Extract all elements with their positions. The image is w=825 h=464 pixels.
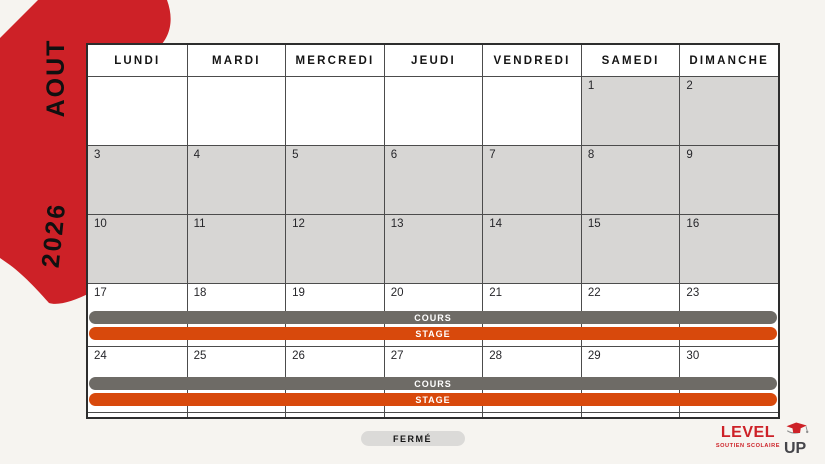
day-cell-5: 5 — [285, 146, 384, 214]
weekday-header-mardi: MARDI — [187, 45, 286, 76]
weekday-header-row — [88, 45, 778, 76]
day-cell-9: 9 — [679, 146, 778, 214]
logo-up-block — [783, 421, 811, 459]
day-cell-2: 2 — [679, 77, 778, 145]
day-cell-empty — [482, 413, 581, 417]
day-cell-15: 15 — [581, 215, 680, 283]
day-cell-10: 10 — [88, 215, 187, 283]
logo-up-text: UP — [784, 440, 807, 457]
weekday-header-vendredi: VENDREDI — [482, 45, 581, 76]
closed-status-pill — [361, 431, 465, 446]
day-cell-empty — [679, 413, 778, 417]
logo-tagline: SOUTIEN SCOLAIRE — [715, 442, 780, 449]
year-title: 2026 — [36, 200, 71, 270]
day-cell-empty — [187, 413, 286, 417]
day-cell-empty — [482, 77, 581, 145]
weekday-header-mercredi: MERCREDI — [285, 45, 384, 76]
day-cell-empty — [88, 77, 187, 145]
weekday-header-samedi: SAMEDI — [581, 45, 680, 76]
event-bars — [89, 311, 777, 340]
event-bar-cours: COURS — [89, 377, 777, 390]
day-cell-7: 7 — [482, 146, 581, 214]
day-cell-18: 18 — [187, 284, 286, 346]
event-bars — [89, 377, 777, 406]
day-cell-29: 29 — [581, 347, 680, 412]
day-cell-24: 24 — [88, 347, 187, 412]
week-row-4 — [88, 283, 778, 346]
day-cell-23: 23 — [679, 284, 778, 346]
day-cell-16: 16 — [679, 215, 778, 283]
day-cell-22: 22 — [581, 284, 680, 346]
day-cell-13: 13 — [384, 215, 483, 283]
calendar-grid — [86, 43, 780, 419]
levelup-logo — [716, 421, 811, 459]
day-cell-11: 11 — [187, 215, 286, 283]
day-cell-27: 27 — [384, 347, 483, 412]
day-cell-19: 19 — [285, 284, 384, 346]
week-row-3 — [88, 214, 778, 283]
day-cell-6: 6 — [384, 146, 483, 214]
day-cell-empty — [285, 77, 384, 145]
day-cell-8: 8 — [581, 146, 680, 214]
day-cell-25: 25 — [187, 347, 286, 412]
day-cell-4: 4 — [187, 146, 286, 214]
closed-status-label: FERMÉ — [393, 433, 432, 444]
graduation-cap-icon — [782, 421, 812, 436]
event-bar-cours: COURS — [89, 311, 777, 324]
day-cell-3: 3 — [88, 146, 187, 214]
event-bar-stage: STAGE — [89, 393, 777, 406]
week-row-2 — [88, 145, 778, 214]
calendar-weeks — [88, 76, 778, 417]
day-cell-14: 14 — [482, 215, 581, 283]
day-cell-17: 17 — [88, 284, 187, 346]
week-row-1 — [88, 76, 778, 145]
day-cell-empty — [285, 413, 384, 417]
day-cell-empty — [88, 413, 187, 417]
day-cell-26: 26 — [285, 347, 384, 412]
weekday-header-dimanche: DIMANCHE — [679, 45, 778, 76]
month-title: AOUT — [41, 38, 70, 118]
day-cell-empty — [384, 77, 483, 145]
day-cell-21: 21 — [482, 284, 581, 346]
day-cell-20: 20 — [384, 284, 483, 346]
day-cell-empty — [384, 413, 483, 417]
weekday-header-jeudi: JEUDI — [384, 45, 483, 76]
logo-wordmark — [716, 425, 780, 459]
day-cell-empty — [187, 77, 286, 145]
week-row-6 — [88, 412, 778, 417]
day-cell-1: 1 — [581, 77, 680, 145]
day-cell-30: 30 — [679, 347, 778, 412]
day-cell-12: 12 — [285, 215, 384, 283]
logo-level-text: LEVEL — [720, 424, 775, 441]
event-bar-stage: STAGE — [89, 327, 777, 340]
day-cell-empty — [581, 413, 680, 417]
day-cell-28: 28 — [482, 347, 581, 412]
week-row-5 — [88, 346, 778, 412]
weekday-header-lundi: LUNDI — [88, 45, 187, 76]
